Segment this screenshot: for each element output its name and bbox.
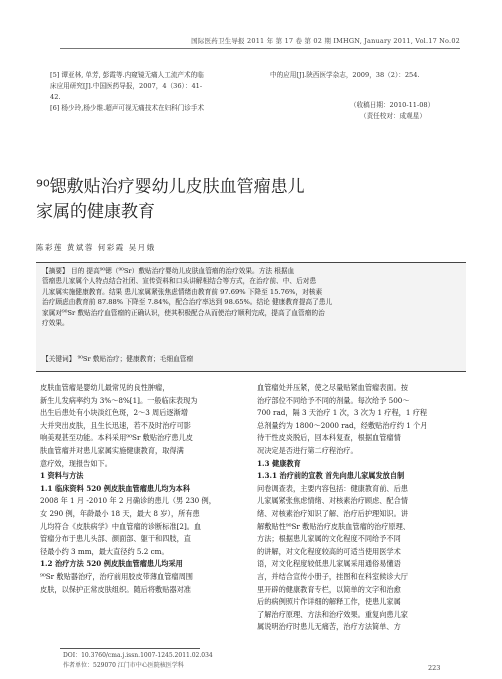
body-line: 了解治疗原理、方法和治疗效果。重复向患儿家 bbox=[257, 609, 408, 619]
reference-line: 床应用研究[J].中国医药导报，2007，4（36）：41- bbox=[50, 82, 203, 90]
body-line: 女 290 例，年龄最小 18 天，最大 8 岁），所有患 bbox=[40, 508, 200, 518]
running-header: 国际医药卫生导报 2011 年 第 17 卷 第 02 期 IMHGN, January 2011, Vol.17 No.02 bbox=[191, 37, 460, 45]
abstract-line: 疗效果。 bbox=[42, 319, 69, 328]
editor-note: （责任校对：成观星） bbox=[360, 112, 426, 120]
abstract-text bbox=[42, 266, 460, 328]
article-title-line1: ⁹⁰锶敷贴治疗婴幼儿皮肤血管瘤患儿 bbox=[36, 177, 305, 197]
body-line: 总剂量约为 1800～2000 rad，经敷贴治疗约 1 个月 bbox=[257, 420, 428, 430]
references-right bbox=[270, 70, 470, 81]
section-heading: 1 资料与方法 bbox=[40, 471, 84, 481]
abstract-line: 家属对⁹⁰Sr 敷贴治疗血管瘤的正确认识，使其积极配合从而使治疗顺利完成，提高了血管瘤的治 bbox=[42, 308, 325, 317]
body-line: 儿家属紧张焦虑情绪、对核素治疗顾虑、配合情 bbox=[257, 496, 408, 506]
body-line: 儿均符合《皮肤病学》中血管瘤的诊断标准[2]。血 bbox=[40, 521, 202, 531]
body-line: 言，并结合宣传小册子，挂图和在科室候诊大厅 bbox=[257, 571, 408, 581]
body-line: 出生后患处有小块淡红色斑，2～3 周后逐渐增 bbox=[40, 408, 188, 418]
body-line: 血管瘤处并压紧，使之尽量贴紧血管瘤表面。按 bbox=[257, 383, 408, 392]
reference-line: [6] 杨少玲,杨少维.超声可视无痛技术在妇科门诊手术 bbox=[50, 104, 205, 112]
body-line: 肤血管瘤并对患儿家属实施健康教育，取得满 bbox=[40, 445, 184, 455]
body-line: 新生儿发病率约为 3%～8%[1]。一般临床表现为 bbox=[40, 395, 198, 405]
body-line: 方法；根据患儿家属的文化程度不同给予不同 bbox=[257, 534, 401, 544]
section-heading: 1.3.1 治疗前的宣教 首先向患儿家属发放自制 bbox=[257, 471, 405, 481]
article-authors: 陈彩莲 黄斌蓉 何彩霞 吴月娥 bbox=[36, 243, 156, 252]
references-left bbox=[50, 70, 270, 114]
abstract-line: 治疗顾虑由教育前 87.88% 下降至 7.84%，配合治疗率达到 98.65%。结论 健康教育提高了患儿 bbox=[42, 298, 333, 307]
body-line: 皮肤血管瘤是婴幼儿最常见的良性肿瘤， bbox=[40, 383, 170, 392]
body-left-column bbox=[40, 382, 245, 596]
abstract-line: 【摘要】 目的 提高⁹⁰锶（⁹⁰Sr）敷贴治疗婴幼儿皮肤血管瘤的治疗效果。方法 根据血 bbox=[42, 267, 295, 275]
abstract-line: 管瘤患儿家属个人特点结合社团、宣传资料和口头讲解相结合等方式，在治疗前、中、后对患 bbox=[42, 277, 317, 286]
body-line: 的讲解，对文化程度较高的可适当使用医学术 bbox=[257, 546, 401, 556]
body-line: 治疗部位不同给予不同的剂量。每次给予 500～ bbox=[257, 395, 410, 405]
body-line: 管瘤分布于患儿头部、颜面部、躯干和四肢，直 bbox=[40, 534, 191, 544]
body-line: 待干性皮炎脱后，回本科复查，根据血管瘤情 bbox=[257, 433, 401, 443]
body-right-column bbox=[257, 382, 467, 634]
body-line: 绪、对核素治疗知识了解、治疗后护理知识。讲 bbox=[257, 508, 408, 518]
footnote-divider bbox=[60, 648, 200, 649]
received-date: （收稿日期：2010-11-08） bbox=[350, 101, 435, 109]
page-number: 223 bbox=[428, 664, 441, 672]
body-line: 皮肤，以保护正常皮肤组织。随后将敷贴器对准 bbox=[40, 584, 191, 594]
body-line: 语，对文化程度较低患儿家属采用通俗易懂语 bbox=[257, 559, 401, 569]
reference-line: [5] 谭亚林, 单芳, 彭霞等.内窥镜无痛人工流产术的临 bbox=[50, 71, 204, 79]
section-heading: 1.1 临床资料 520 例皮肤血管瘤患儿均为本科 bbox=[40, 483, 191, 493]
section-heading: 1.2 治疗方法 520 例皮肤血管瘤患儿均采用 bbox=[40, 559, 183, 569]
body-line: 解敷贴性⁹⁰Sr 敷贴治疗皮肤血管瘤的治疗原理、 bbox=[257, 521, 410, 531]
body-line: 况决定是否进行第二疗程治疗。 bbox=[257, 445, 358, 455]
body-line: 里开辟的健康教育专栏，以简单的文字和治愈 bbox=[257, 584, 401, 594]
header-divider bbox=[60, 48, 460, 49]
section-heading: 1.3 健康教育 bbox=[257, 458, 301, 468]
abstract-line: 儿家属实施健康教育。结果 患儿家属紧张焦虑情绪由教育前 97.69% 下降至 15.76%，对核素 bbox=[42, 287, 323, 296]
body-line: 700 rad，隔 3 天治疗 1 次，3 次为 1 疗程，1 疗程 bbox=[257, 408, 428, 418]
body-line: 大并突出皮肤，且生长迅速，若不及时治疗可影 bbox=[40, 420, 191, 430]
keywords: 【关键词】 ⁹⁰Sr 敷贴治疗；健康教育；毛细血管瘤 bbox=[42, 355, 194, 363]
body-line: 问卷调查表，主要内容包括：健康教育前、后患 bbox=[257, 483, 408, 493]
body-line: 意疗效，现报告如下。 bbox=[40, 458, 112, 468]
body-line: 2008 年 1 月 -2010 年 2 月确诊的患儿（男 230 例， bbox=[40, 496, 216, 506]
body-line: 后的病例照片作详细的解释工作，使患儿家属 bbox=[257, 597, 401, 607]
body-line: 径最小约 3 mm，最大直径约 5.2 cm。 bbox=[40, 546, 169, 556]
body-line: ⁹⁰Sr 敷贴器治疗，治疗前用胶皮带薄血管瘤周围 bbox=[40, 571, 193, 581]
body-line: 属说明治疗时患儿无痛苦，治疗方法简单、方 bbox=[257, 622, 401, 632]
body-line: 响美观甚至功能。本科采用⁹⁰Sr 敷贴治疗患儿皮 bbox=[40, 433, 193, 443]
reference-line: 42. bbox=[50, 93, 61, 101]
article-title-line2: 家属的健康教育 bbox=[36, 202, 155, 222]
doi: DOI：10.3760/cma.j.issn.1007-1245.2011.02.034 bbox=[63, 652, 213, 659]
reference-line: 中的应用[J].陕西医学杂志，2009，38（2）：254. bbox=[270, 71, 420, 79]
affiliation: 作者单位：529070 江门市中心医院核医学科 bbox=[63, 662, 184, 669]
